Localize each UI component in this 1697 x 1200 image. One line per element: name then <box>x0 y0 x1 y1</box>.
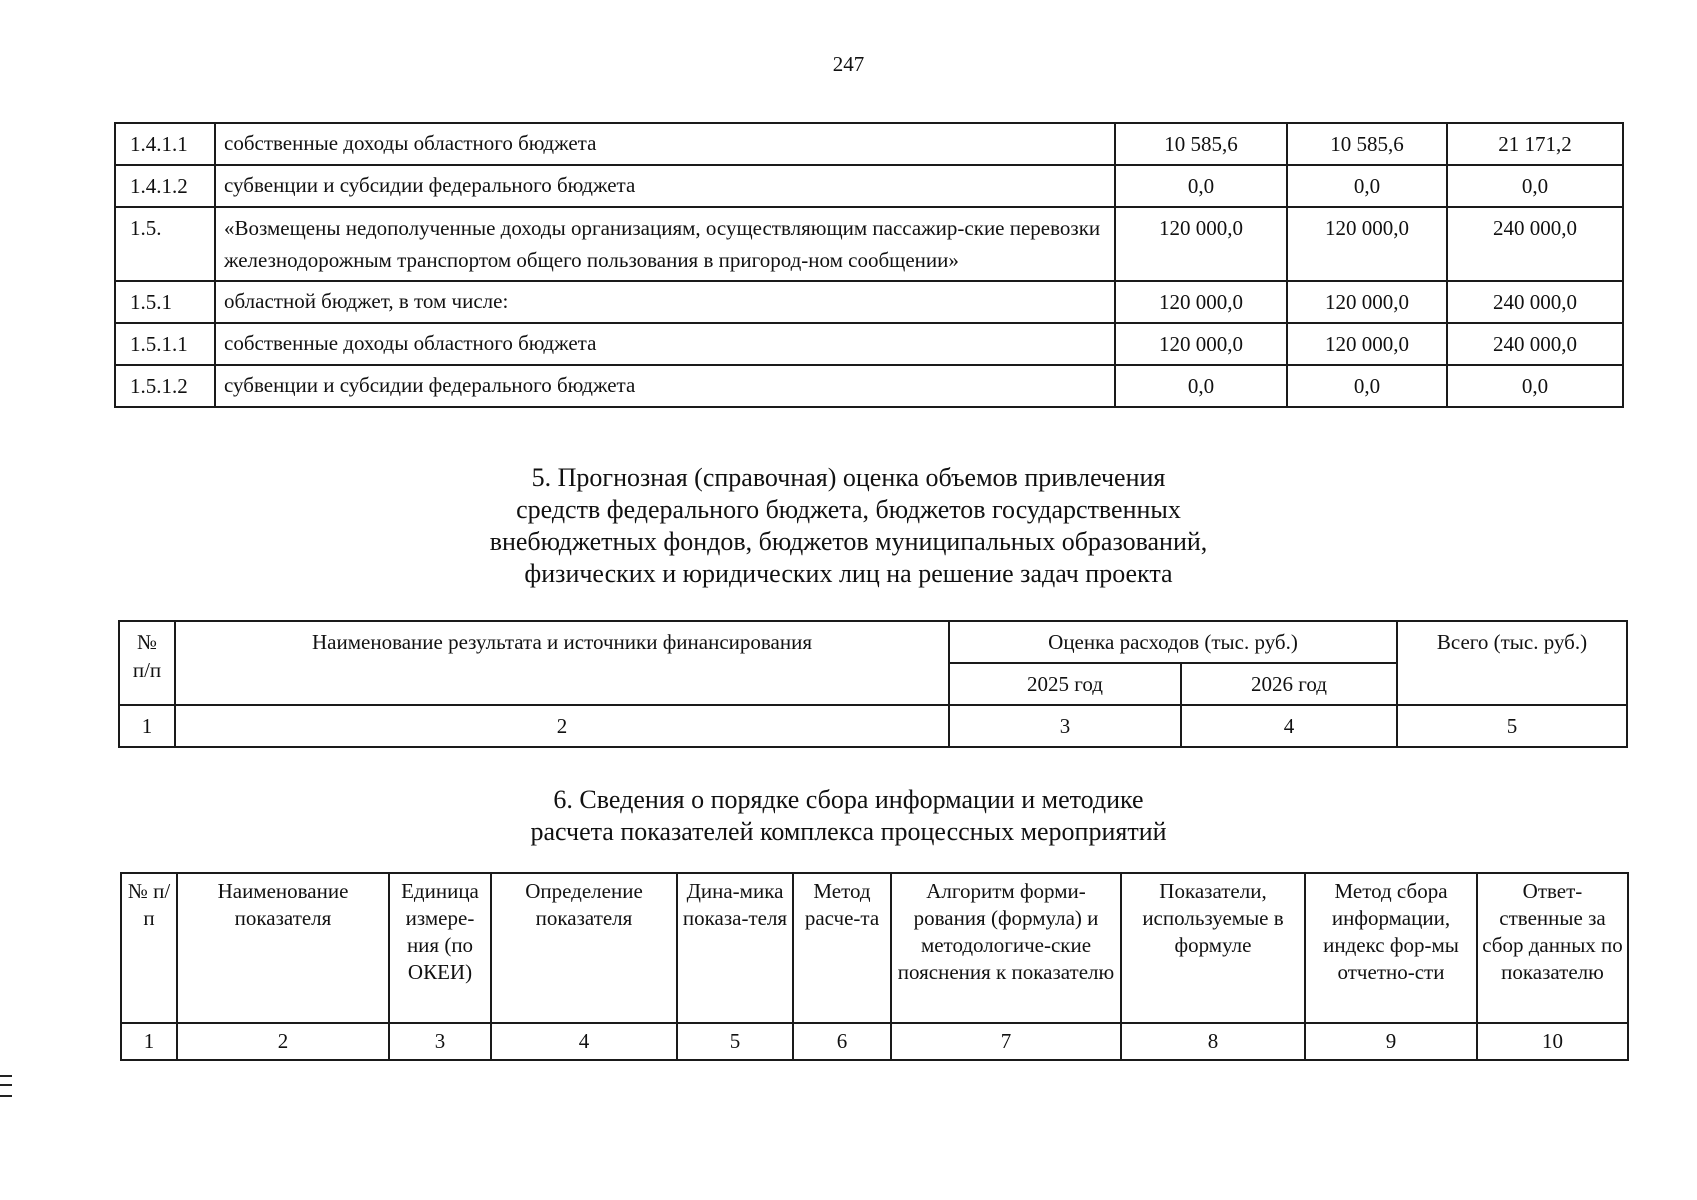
value-total: 240 000,0 <box>1447 323 1623 365</box>
value-2025: 10 585,6 <box>1115 123 1287 165</box>
index-cell: 9 <box>1305 1023 1477 1060</box>
table-index-row <box>119 705 1627 747</box>
row-description: собственные доходы областного бюджета <box>215 123 1115 165</box>
table-row <box>115 123 1623 165</box>
value-2026: 120 000,0 <box>1287 323 1447 365</box>
section5-heading-line: внебюджетных фондов, бюджетов муниципальных образований, <box>489 527 1208 556</box>
header-cell: Ответ-ственные за сбор данных по показателю <box>1477 873 1628 1023</box>
header-cell: Дина-мика показа-теля <box>677 873 793 1023</box>
row-description: собственные доходы областного бюджета <box>215 323 1115 365</box>
budget-table <box>114 122 1624 408</box>
header-cell: Единица измере-ния (по ОКЕИ) <box>389 873 491 1023</box>
row-number: 1.5. <box>115 207 215 281</box>
row-description: «Возмещены недополученные доходы организациям, осуществляющим пассажир-ские перевозки железнодорожным транспортом общего пользования в пригород-ном сообщении» <box>215 207 1115 281</box>
index-cell: 2 <box>175 705 949 747</box>
header-cell: Определение показателя <box>491 873 677 1023</box>
value-2026: 0,0 <box>1287 165 1447 207</box>
section6-heading <box>0 784 1697 848</box>
value-total: 0,0 <box>1447 165 1623 207</box>
table-row <box>115 165 1623 207</box>
index-cell: 2 <box>177 1023 389 1060</box>
col-2026-header: 2026 год <box>1181 663 1397 705</box>
index-cell: 3 <box>949 705 1181 747</box>
index-cell: 7 <box>891 1023 1121 1060</box>
section5-heading <box>0 462 1697 590</box>
value-2026: 120 000,0 <box>1287 281 1447 323</box>
row-description: областной бюджет, в том числе: <box>215 281 1115 323</box>
value-total: 21 171,2 <box>1447 123 1623 165</box>
table-header-row <box>119 621 1627 663</box>
table-row <box>115 207 1623 281</box>
value-total: 0,0 <box>1447 365 1623 407</box>
row-number: 1.5.1 <box>115 281 215 323</box>
index-cell: 8 <box>1121 1023 1305 1060</box>
table-index-row <box>121 1023 1628 1060</box>
col-num-header: № п/п <box>119 621 175 705</box>
value-2025: 0,0 <box>1115 165 1287 207</box>
col-total-header: Всего (тыс. руб.) <box>1397 621 1627 705</box>
index-cell: 4 <box>491 1023 677 1060</box>
col-2025-header: 2025 год <box>949 663 1181 705</box>
index-cell: 5 <box>1397 705 1627 747</box>
header-cell: Алгоритм форми-рования (формула) и методологиче-ские пояснения к показателю <box>891 873 1121 1023</box>
table-row <box>115 323 1623 365</box>
value-2026: 0,0 <box>1287 365 1447 407</box>
row-number: 1.5.1.2 <box>115 365 215 407</box>
header-cell: Показатели, используемые в формуле <box>1121 873 1305 1023</box>
row-number: 1.4.1.2 <box>115 165 215 207</box>
row-number: 1.5.1.1 <box>115 323 215 365</box>
value-total: 240 000,0 <box>1447 281 1623 323</box>
section5-heading-line: средств федерального бюджета, бюджетов государственных <box>516 495 1181 524</box>
index-cell: 6 <box>793 1023 891 1060</box>
section5-heading-line: 5. Прогнозная (справочная) оценка объемов привлечения <box>531 463 1166 492</box>
index-cell: 3 <box>389 1023 491 1060</box>
col-name-header: Наименование результата и источники финансирования <box>175 621 949 705</box>
budget-table-body <box>115 123 1623 407</box>
indicator-methodology-table <box>120 872 1629 1061</box>
section5-heading-line: физических и юридических лиц на решение задач проекта <box>524 559 1173 588</box>
col-estimate-header: Оценка расходов (тыс. руб.) <box>949 621 1397 663</box>
section6-heading-line: 6. Сведения о порядке сбора информации и методике <box>553 785 1144 814</box>
header-cell: Метод сбора информации, индекс фор-мы отчетно-сти <box>1305 873 1477 1023</box>
row-description: субвенции и субсидии федерального бюджета <box>215 365 1115 407</box>
index-cell: 1 <box>121 1023 177 1060</box>
value-2025: 120 000,0 <box>1115 281 1287 323</box>
value-2025: 120 000,0 <box>1115 323 1287 365</box>
table-row <box>115 365 1623 407</box>
index-cell: 1 <box>119 705 175 747</box>
value-total: 240 000,0 <box>1447 207 1623 281</box>
row-description: субвенции и субсидии федерального бюджета <box>215 165 1115 207</box>
header-cell: № п/п <box>121 873 177 1023</box>
index-cell: 5 <box>677 1023 793 1060</box>
value-2026: 120 000,0 <box>1287 207 1447 281</box>
header-cell: Наименование показателя <box>177 873 389 1023</box>
margin-mark <box>0 1075 12 1097</box>
table-row <box>115 281 1623 323</box>
header-cell: Метод расче-та <box>793 873 891 1023</box>
value-2025: 0,0 <box>1115 365 1287 407</box>
table-header-row <box>121 873 1628 1023</box>
section6-heading-line: расчета показателей комплекса процессных мероприятий <box>530 817 1167 846</box>
row-number: 1.4.1.1 <box>115 123 215 165</box>
index-cell: 10 <box>1477 1023 1628 1060</box>
value-2026: 10 585,6 <box>1287 123 1447 165</box>
index-cell: 4 <box>1181 705 1397 747</box>
page-number: 247 <box>832 52 865 76</box>
funding-estimate-table <box>118 620 1628 748</box>
value-2025: 120 000,0 <box>1115 207 1287 281</box>
